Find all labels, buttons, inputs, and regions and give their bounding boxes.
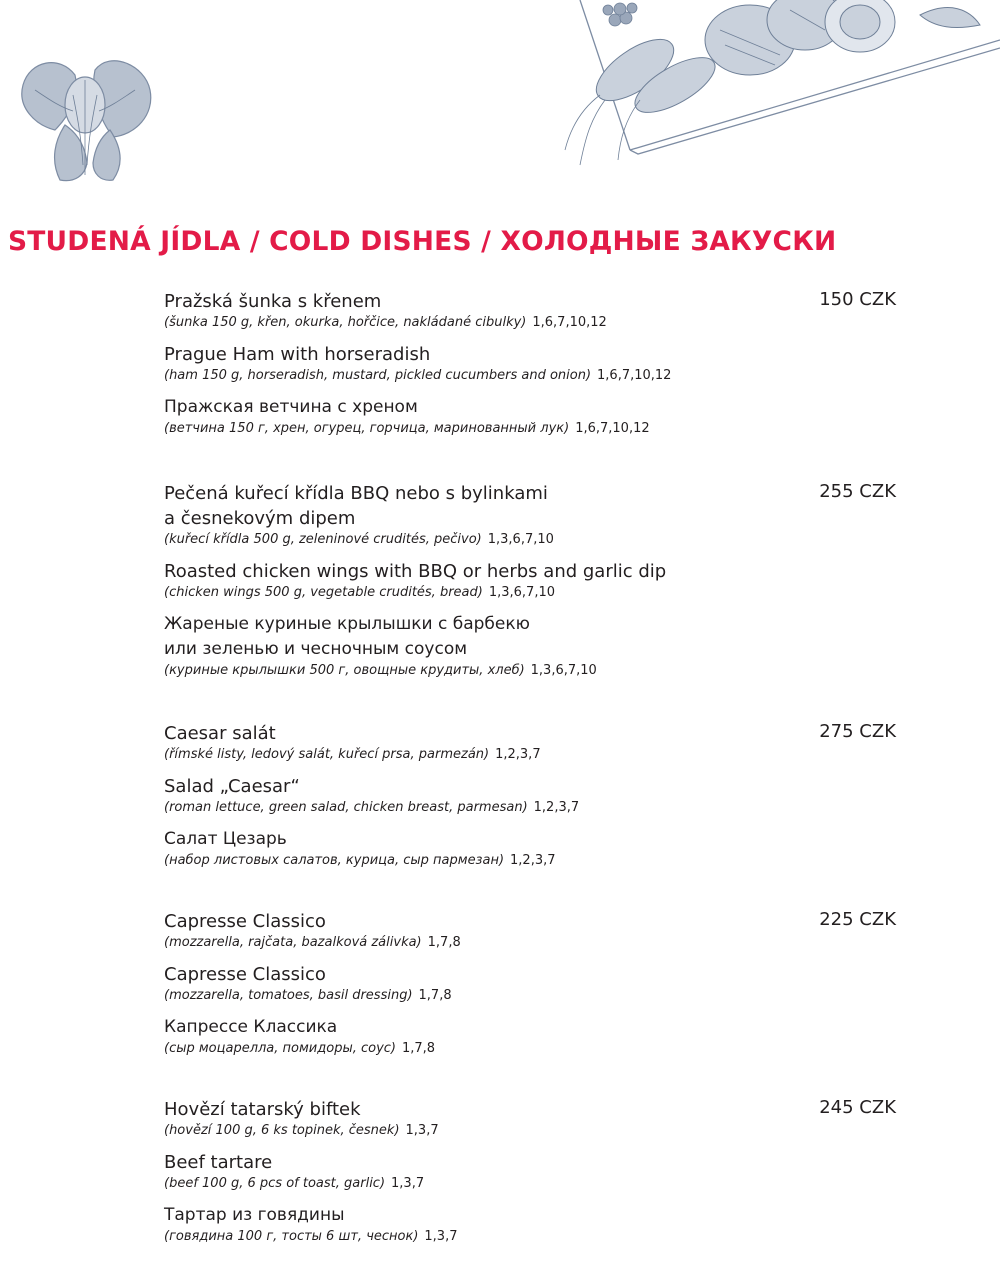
dish-block	[164, 721, 904, 870]
allergens: 1,3,7	[391, 1176, 425, 1191]
dish-name-en: Salad „Caesar“	[164, 776, 300, 797]
allergens: 1,3,6,7,10	[530, 663, 597, 678]
dish-description-cz	[164, 746, 904, 764]
allergens: 1,2,3,7	[533, 800, 580, 815]
ingredients: (говядина 100 г, тосты 6 шт, чеснок)	[164, 1229, 419, 1244]
dish-name-cz-line2: a česnekovým dipem	[164, 508, 356, 529]
dish-name-en: Capresse Classico	[164, 964, 326, 985]
allergens: 1,3,7	[424, 1229, 458, 1244]
dish-name-ru: Пражская ветчина с хреном	[164, 397, 418, 417]
dish-block	[164, 481, 904, 680]
dish-name-ru: Тартар из говядины	[164, 1205, 345, 1225]
dish-name-ru: Салат Цезарь	[164, 829, 287, 849]
dish-description-ru	[164, 852, 904, 870]
ingredients: (beef 100 g, 6 pcs of toast, garlic)	[164, 1176, 386, 1191]
dish-description-en	[164, 799, 904, 817]
dish-block	[164, 289, 904, 438]
ingredients: (roman lettuce, green salad, chicken breast, parmesan)	[164, 800, 528, 815]
allergens: 1,3,7	[405, 1123, 439, 1138]
allergens: 1,6,7,10,12	[575, 421, 650, 436]
allergens: 1,2,3,7	[510, 853, 556, 868]
ingredients: (římské listy, ledový salát, kuřecí prsa, parmezán)	[164, 747, 490, 762]
allergens: 1,7,8	[402, 1041, 436, 1056]
ingredients: (ham 150 g, horseradish, mustard, pickled cucumbers and onion)	[164, 368, 592, 383]
ingredients: (kuřecí křídla 500 g, zeleninové crudités, pečivo)	[164, 532, 482, 547]
dish-price: 245 CZK	[819, 1097, 896, 1118]
dish-description-cz	[164, 934, 904, 952]
dish-name-cz: Caesar salát	[164, 723, 276, 744]
dish-price: 150 CZK	[819, 289, 896, 310]
dish-description-en	[164, 1175, 904, 1193]
dish-description-cz	[164, 531, 904, 549]
dish-name-ru: Жареные куриные крылышки с барбекю	[164, 614, 530, 634]
dish-block	[164, 909, 904, 1058]
dish-name-cz: Pražská šunka s křenem	[164, 291, 382, 312]
dish-description-ru	[164, 1040, 904, 1058]
ingredients: (hovězí 100 g, 6 ks topinek, česnek)	[164, 1123, 400, 1138]
dish-name-en: Roasted chicken wings with BBQ or herbs and garlic dip	[164, 561, 667, 582]
allergens: 1,6,7,10,12	[597, 368, 672, 383]
dish-price: 255 CZK	[819, 481, 896, 502]
dish-name-en: Prague Ham with horseradish	[164, 344, 431, 365]
ingredients: (куриные крылышки 500 г, овощные крудиты, хлеб)	[164, 663, 525, 678]
dish-description-ru	[164, 1228, 904, 1246]
allergens: 1,3,6,7,10	[488, 585, 555, 600]
ingredients: (mozzarella, tomatoes, basil dressing)	[164, 988, 413, 1003]
dish-description-en	[164, 584, 904, 602]
allergens: 1,2,3,7	[495, 747, 541, 762]
dish-block	[164, 1097, 904, 1246]
allergens: 1,3,6,7,10	[487, 532, 554, 547]
dish-description-en	[164, 367, 904, 385]
dish-name-cz: Hovězí tatarský biftek	[164, 1099, 361, 1120]
ingredients: (набор листовых салатов, курица, сыр пармезан)	[164, 853, 505, 868]
menu-section-title: STUDENÁ JÍDLA / COLD DISHES / ХОЛОДНЫЕ ЗАКУСКИ	[8, 226, 837, 257]
dish-name-en: Beef tartare	[164, 1152, 273, 1173]
allergens: 1,7,8	[418, 988, 452, 1003]
dish-description-ru	[164, 662, 904, 680]
dish-name-cz: Capresse Classico	[164, 911, 326, 932]
ingredients: (ветчина 150 г, хрен, огурец, горчица, маринованный лук)	[164, 421, 570, 436]
dish-name-ru-line2: или зеленью и чесночным соусом	[164, 639, 468, 659]
dish-name-ru: Капрессе Классика	[164, 1017, 338, 1037]
dish-description-ru	[164, 420, 904, 438]
dish-description-cz	[164, 1122, 904, 1140]
ingredients: (šunka 150 g, křen, okurka, hořčice, nakládané cibulky)	[164, 315, 527, 330]
dish-description-en	[164, 987, 904, 1005]
dish-description-cz	[164, 314, 904, 332]
dish-name-cz: Pečená kuřecí křídla BBQ nebo s bylinkami	[164, 483, 548, 504]
allergens: 1,6,7,10,12	[532, 315, 607, 330]
ingredients: (mozzarella, rajčata, bazalková zálivka)	[164, 935, 422, 950]
dish-price: 275 CZK	[819, 721, 896, 742]
seafood-platter-sketch-icon	[560, 0, 1000, 180]
allergens: 1,7,8	[427, 935, 461, 950]
ingredients: (chicken wings 500 g, vegetable crudités, bread)	[164, 585, 483, 600]
ingredients: (сыр моцарелла, помидоры, соус)	[164, 1041, 396, 1056]
dish-price: 225 CZK	[819, 909, 896, 930]
bok-choy-sketch-icon	[15, 45, 160, 190]
